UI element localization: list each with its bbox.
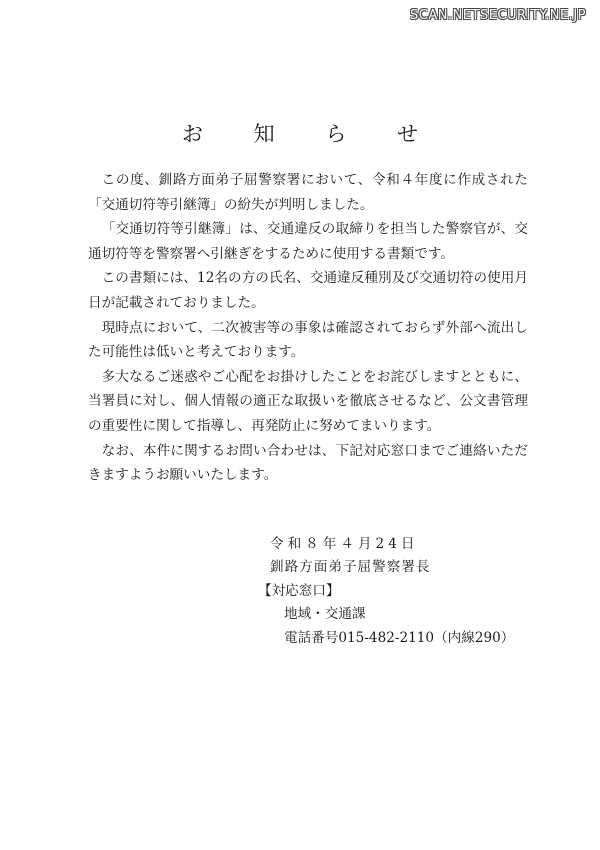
site-watermark: SCAN.NETSECURITY.NE.JP [409, 8, 586, 23]
contact-phone: 電話番号015-482-2110（内線290） [284, 629, 515, 646]
notice-title: お 知 ら せ [181, 122, 441, 146]
issue-date: 令和８年４月24日 [270, 536, 419, 552]
paragraph-apology: 多大なるご迷惑やご心配をお掛けしたことをお詫びしますとともに、当署員に対し、個人情報の適正な取扱いを徹底させるなど、公文書管理の重要性に関して指導し、再発防止に努めてまいります。 [88, 368, 528, 434]
paragraph-document-description: 「交通切符等引継簿」は、交通違反の取締りを担当した警察官が、交通切符等を警察署へ引継ぎをするために使用する書類です。 [88, 221, 528, 262]
contact-heading: 【対応窓口】 [258, 582, 340, 599]
paragraph-document-contents: この書類には、12名の方の氏名、交通違反種別及び交通切符の使用月日が記載されておりました。 [88, 270, 528, 311]
paragraph-loss-announcement: この度、釧路方面弟子屈警察署において、令和４年度に作成された「交通切符等引継簿」の紛失が判明しました。 [88, 172, 528, 213]
paragraph-damage-status: 現時点において、二次被害等の事象は確認されておらず外部へ流出した可能性は低いと考えております。 [88, 319, 528, 361]
signature-block [258, 533, 514, 650]
notice-body [88, 168, 528, 488]
paragraph-inquiries: なお、本件に関するお問い合わせは、下記対応窓口までご連絡いただきますようお願いいたします。 [88, 442, 528, 484]
contact-department: 地域・交通課 [284, 606, 366, 623]
issuer-station-chief: 釧路方面弟子屈警察署長 [270, 559, 431, 576]
